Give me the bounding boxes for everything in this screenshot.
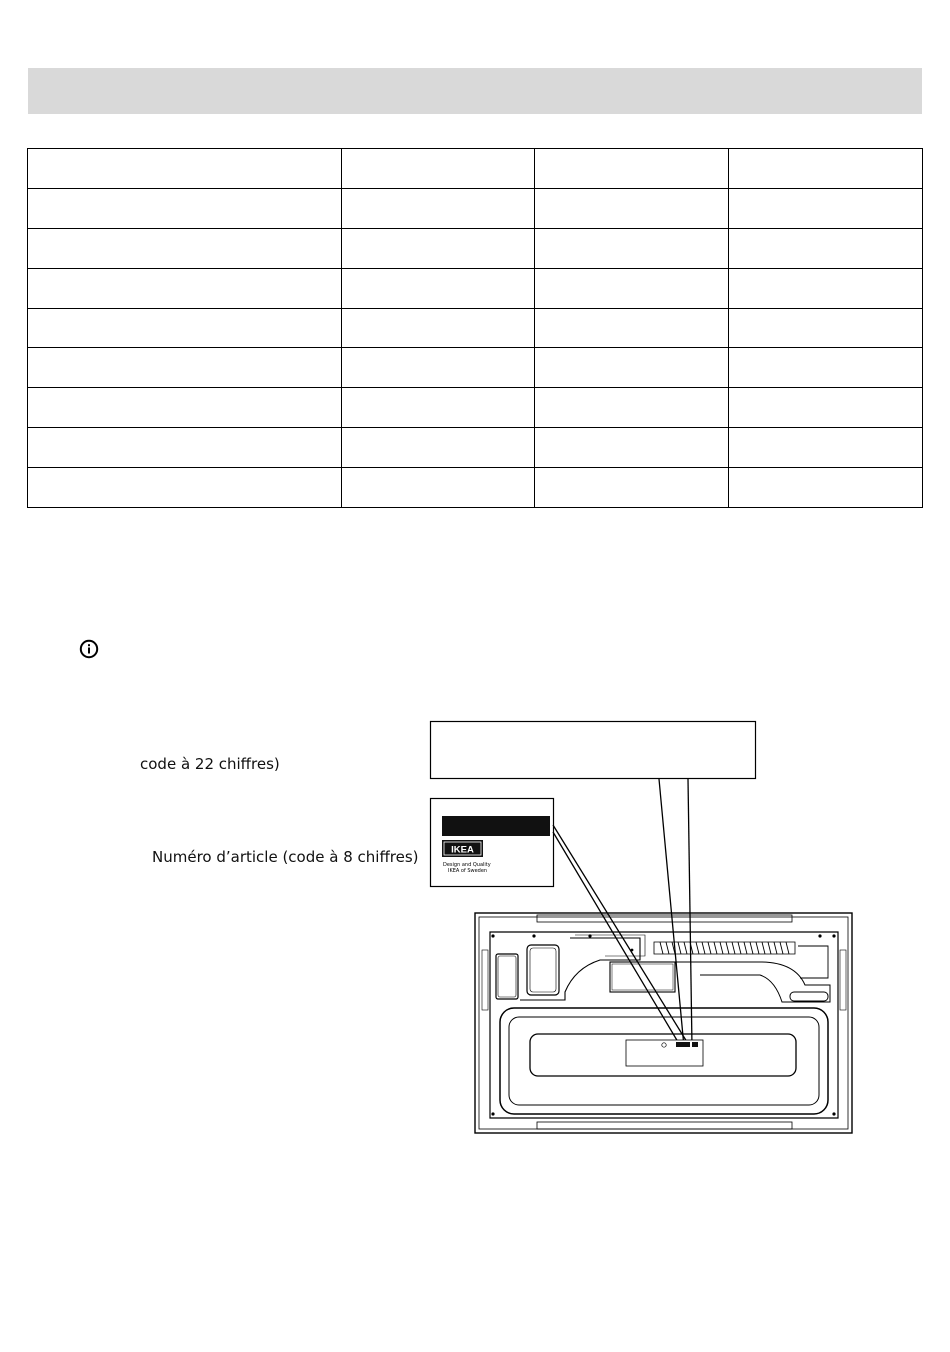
barcode-bar — [442, 816, 550, 836]
design-quality-line2: IKEA of Sweden — [448, 868, 488, 874]
serial-number-label: code à 22 chiffres) — [140, 755, 280, 773]
ikea-logo-text: IKEA — [451, 844, 474, 856]
design-quality-line1: Design and Quality — [443, 862, 491, 868]
rating-label-callout — [431, 722, 756, 779]
rating-plate-marking — [676, 1042, 690, 1047]
appliance-panel — [475, 913, 852, 1133]
article-number-label: Numéro d’article (code à 8 chiffres) — [152, 848, 419, 866]
